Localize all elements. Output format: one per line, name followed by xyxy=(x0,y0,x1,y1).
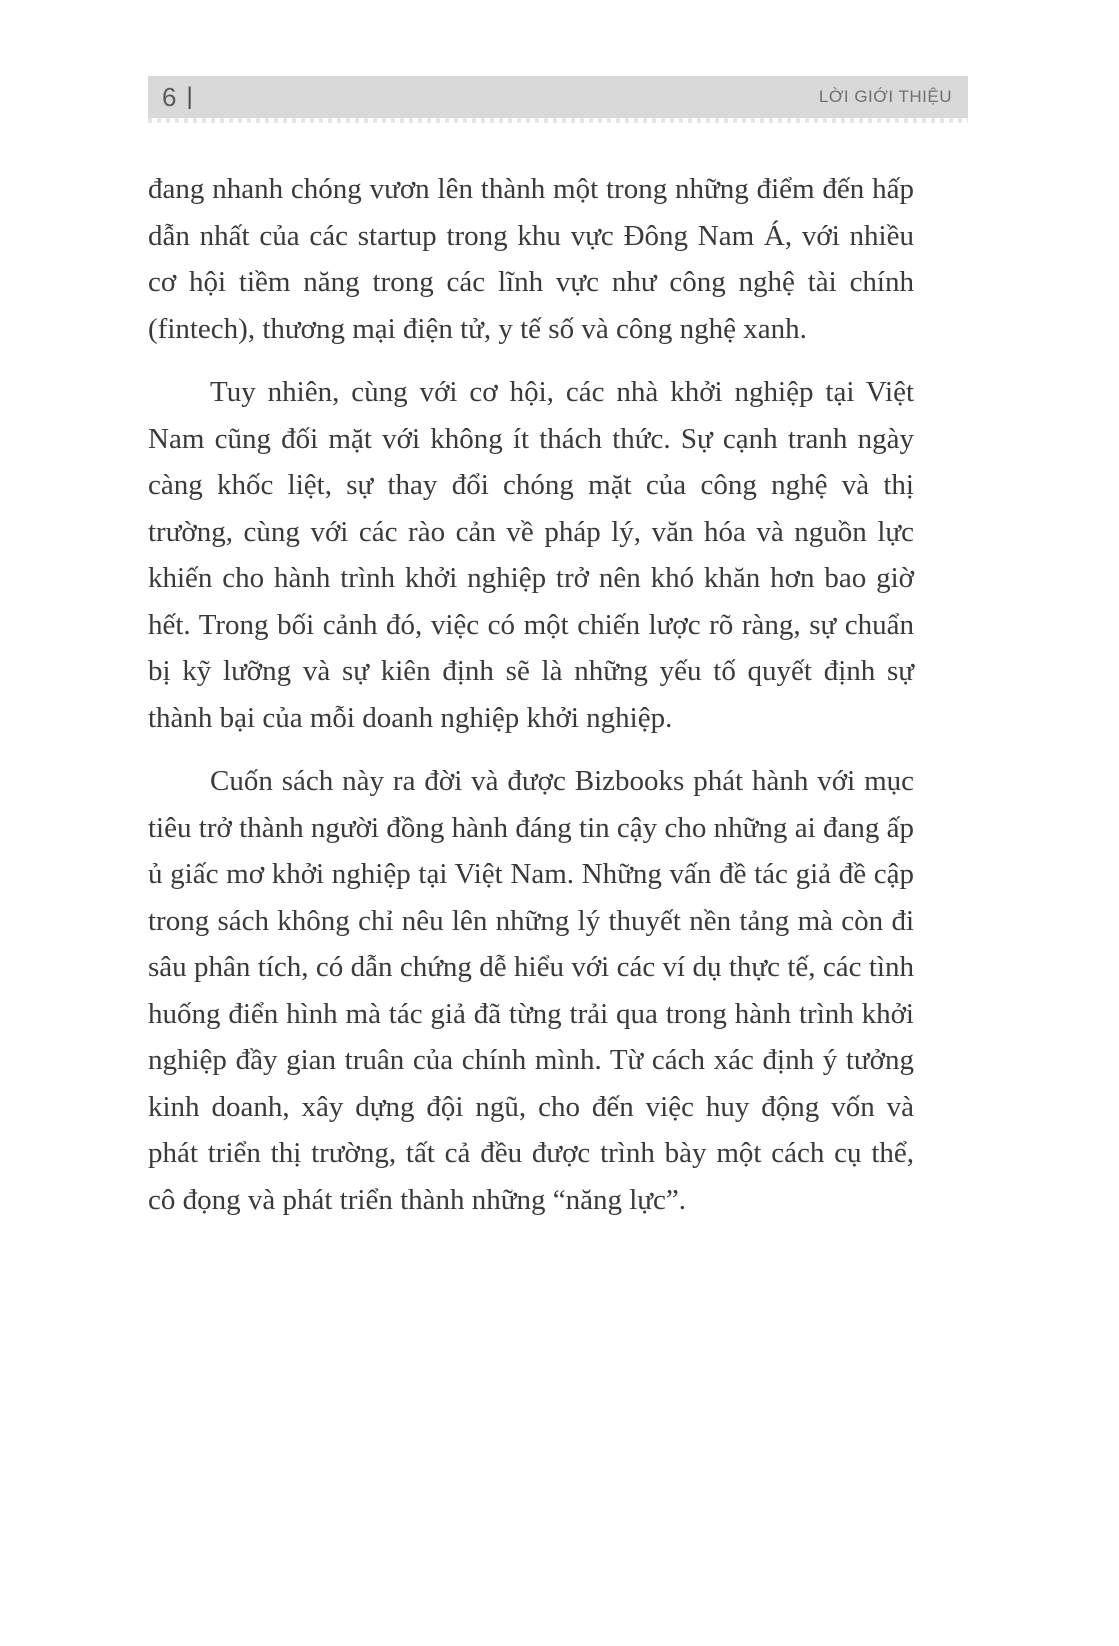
page-header xyxy=(148,76,968,118)
page-header-left xyxy=(162,82,193,113)
paragraph-1: đang nhanh chóng vươn lên thành một trong những điểm đến hấp dẫn nhất của các startup trong khu vực Đông Nam Á, với nhiều cơ hội tiềm năng trong các lĩnh vực như công nghệ tài chính (fintech), thương mại điện tử, y tế số và công nghệ xanh. xyxy=(148,173,914,345)
page-number: 6 xyxy=(162,81,177,112)
page-number-divider: | xyxy=(186,83,193,110)
paragraph-2: Tuy nhiên, cùng với cơ hội, các nhà khởi nghiệp tại Việt Nam cũng đối mặt với không ít thách thức. Sự cạnh tranh ngày càng khốc liệt, sự thay đổi chóng mặt của công nghệ và thị trường, cùng với các rào cản về pháp lý, văn hóa và nguồn lực khiến cho hành trình khởi nghiệp trở nên khó khăn hơn bao giờ hết. Trong bối cảnh đó, việc có một chiến lược rõ ràng, sự chuẩn bị kỹ lưỡng và sự kiên định sẽ là những yếu tố quyết định sự thành bại của mỗi doanh nghiệp khởi nghiệp. xyxy=(148,376,914,734)
header-title: LỜI GIỚI THIỆU xyxy=(818,87,952,106)
paragraph-3: Cuốn sách này ra đời và được Bizbooks phát hành với mục tiêu trở thành người đồng hành đáng tin cậy cho những ai đang ấp ủ giấc mơ khởi nghiệp tại Việt Nam. Những vấn đề tác giả đề cập trong sách không chỉ nêu lên những lý thuyết nền tảng mà còn đi sâu phân tích, có dẫn chứng dễ hiểu với các ví dụ thực tế, các tình huống điển hình mà tác giả đã từng trải qua trong hành trình khởi nghiệp đầy gian truân của chính mình. Từ cách xác định ý tưởng kinh doanh, xây dựng đội ngũ, cho đến việc huy động vốn và phát triển thị trường, tất cả đều được trình bày một cách cụ thể, cô đọng và phát triển thành những “năng lực”. xyxy=(148,765,914,1216)
page-content xyxy=(148,166,914,1223)
